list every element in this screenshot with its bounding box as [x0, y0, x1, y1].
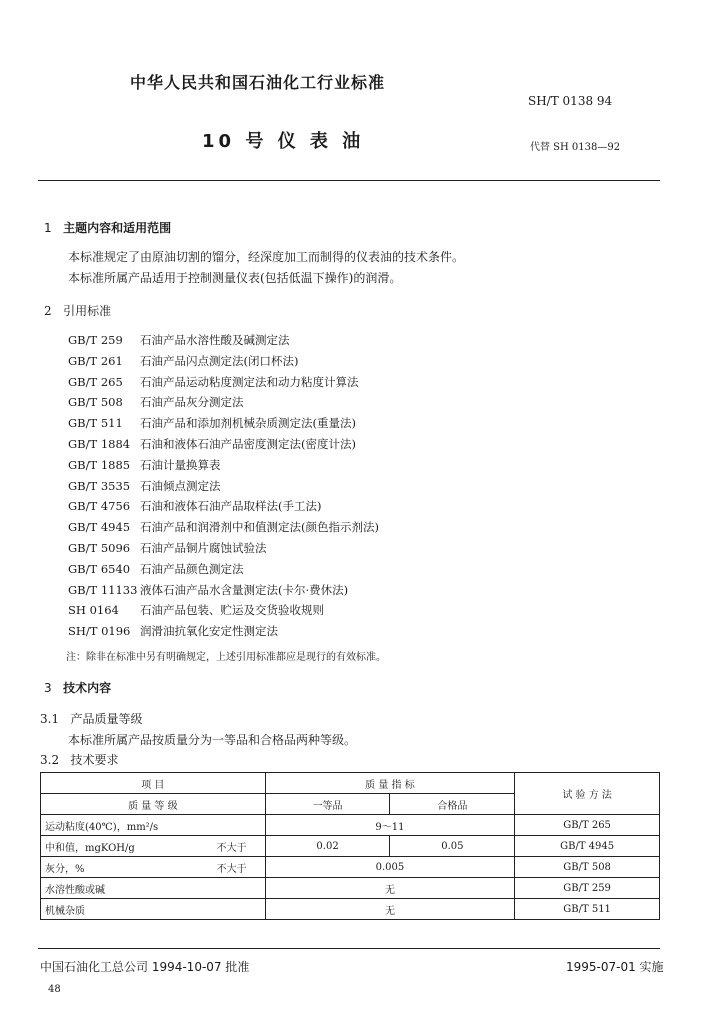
spec-item: 机械杂质: [41, 899, 211, 920]
reference-item: [68, 517, 668, 538]
section-3-heading: [44, 679, 111, 696]
reference-item: [68, 330, 668, 351]
reference-item: [68, 600, 668, 621]
reference-title: 石油产品运动粘度测定法和动力粘度计算法: [140, 374, 359, 389]
section-1-para-2: 本标准所属产品适用于控制测量仪表(包括低温下操作)的润滑。: [68, 271, 402, 285]
subsection-3-1-title: 产品质量等级: [70, 712, 143, 726]
subsection-3-2-heading: [40, 751, 119, 768]
reference-title: 石油产品包装、贮运及交货验收规则: [140, 603, 324, 618]
reference-code: GB/T 508: [68, 395, 123, 410]
reference-item: [68, 496, 668, 517]
reference-title: 石油产品和润滑剂中和值测定法(颜色指示剂法): [140, 520, 379, 535]
reference-code: GB/T 4945: [68, 520, 131, 535]
spec-header-method: 试 验 方 法: [515, 773, 660, 815]
reference-code: GB/T 511: [68, 416, 123, 431]
spec-value: 无: [265, 878, 515, 899]
reference-item: [68, 413, 668, 434]
spec-row: [41, 857, 660, 878]
reference-code: GB/T 3535: [68, 478, 131, 493]
reference-code: SH 0164: [68, 603, 119, 618]
spec-value: 无: [265, 899, 515, 920]
section-3-title: 技术内容: [63, 681, 112, 695]
footer-divider: [38, 948, 660, 949]
reference-item: [68, 580, 668, 601]
reference-code: GB/T 1884: [68, 436, 131, 451]
reference-title: 石油产品和添加剂机械杂质测定法(重量法): [140, 416, 356, 431]
section-2-heading: [44, 302, 111, 319]
reference-note: 注：除非在标准中另有明确规定，上述引用标准都应是现行的有效标准。: [66, 652, 386, 663]
reference-title: 石油产品颜色测定法: [140, 561, 244, 576]
reference-code: SH/T 0196: [68, 624, 131, 639]
reference-title: 石油和液体石油产品取样法(手工法): [140, 499, 322, 514]
subsection-3-2-number: 3.2: [40, 753, 60, 767]
reference-title: 石油产品闪点测定法(闭口杯法): [140, 353, 299, 368]
reference-code: GB/T 11133: [68, 582, 138, 597]
reference-code: GB/T 6540: [68, 561, 131, 576]
spec-row: [41, 815, 660, 836]
section-1-para-1: 本标准规定了由原油切割的馏分，经深度加工而制得的仪表油的技术条件。: [68, 250, 465, 264]
reference-code: GB/T 1885: [68, 457, 131, 472]
document-title: 10 号 仪 表 油: [202, 131, 365, 152]
section-1-heading: [44, 219, 171, 236]
reference-title: 石油产品水溶性酸及碱测定法: [140, 333, 290, 347]
section-1-title: 主题内容和适用范围: [63, 221, 172, 235]
subsection-3-2-title: 技术要求: [70, 753, 119, 767]
spec-header-index: 质 量 指 标: [265, 773, 515, 794]
reference-title: 石油和液体石油产品密度测定法(密度计法): [140, 436, 356, 451]
spec-row: [41, 899, 660, 920]
header-divider: [38, 180, 660, 181]
spec-row: [41, 836, 660, 857]
reference-item: [68, 455, 668, 476]
subsection-3-1-number: 3.1: [40, 712, 60, 726]
section-1-number: 1: [44, 221, 52, 235]
reference-item: [68, 476, 668, 497]
replaces-note: 代替 SH 0138—92: [530, 142, 621, 153]
reference-title: 石油产品铜片腐蚀试验法: [140, 540, 267, 555]
reference-title: 石油产品灰分测定法: [140, 395, 244, 410]
reference-title: 石油倾点测定法: [140, 478, 221, 493]
reference-item: [68, 434, 668, 455]
spec-row: [41, 878, 660, 899]
spec-header-grade: 质 量 等 级: [41, 794, 266, 815]
spec-header-item: 项 目: [41, 773, 266, 794]
reference-list: [68, 330, 668, 642]
spec-item: 中和值，mgKOH/g: [41, 836, 211, 857]
spec-limit: 不大于: [210, 857, 265, 878]
reference-item: [68, 538, 668, 559]
spec-method: GB/T 4945: [515, 836, 660, 857]
spec-item: 运动粘度(40℃)，mm²/s: [41, 815, 211, 836]
reference-item: [68, 392, 668, 413]
spec-item: 水溶性酸或碱: [41, 878, 211, 899]
spec-value-qualified: 0.05: [390, 836, 515, 857]
section-2-number: 2: [44, 304, 52, 318]
subsection-3-1-heading: [40, 710, 143, 727]
spec-value: 0.005: [265, 857, 515, 878]
spec-method: GB/T 511: [515, 899, 660, 920]
spec-limit: 不大于: [210, 836, 265, 857]
spec-limit: [210, 878, 265, 899]
reference-item: [68, 372, 668, 393]
spec-table: [40, 772, 660, 920]
spec-method: GB/T 265: [515, 815, 660, 836]
spec-value-first: 0.02: [265, 836, 390, 857]
implementation-date: 1995-07-01 实施: [566, 960, 664, 974]
reference-title: 液体石油产品水含量测定法(卡尔·费休法): [140, 582, 349, 597]
reference-code: GB/T 259: [68, 333, 123, 347]
reference-code: GB/T 5096: [68, 540, 131, 555]
standard-title: 中华人民共和国石油化工行业标准: [130, 73, 386, 92]
reference-item: [68, 351, 668, 372]
spec-header-qualified: 合格品: [390, 794, 515, 815]
reference-title: 石油计量换算表: [140, 457, 221, 472]
spec-limit: [210, 899, 265, 920]
section-2-title: 引用标准: [63, 304, 112, 318]
spec-limit: [210, 815, 265, 836]
page-number: 48: [48, 984, 61, 995]
reference-code: GB/T 261: [68, 353, 123, 368]
standard-code: SH/T 0138 94: [528, 94, 613, 108]
reference-item: [68, 559, 668, 580]
spec-method: GB/T 508: [515, 857, 660, 878]
spec-method: GB/T 259: [515, 878, 660, 899]
spec-header-row-1: [41, 773, 660, 794]
issuer-approval: 中国石油化工总公司 1994-10-07 批准: [40, 960, 250, 974]
spec-value: 9～11: [265, 815, 515, 836]
spec-header-first: 一等品: [265, 794, 390, 815]
reference-code: GB/T 265: [68, 374, 123, 389]
reference-code: GB/T 4756: [68, 499, 131, 514]
reference-item: [68, 621, 668, 642]
subsection-3-1-text: 本标准所属产品按质量分为一等品和合格品两种等级。: [68, 733, 357, 747]
section-3-number: 3: [44, 681, 52, 695]
reference-title: 润滑油抗氧化安定性测定法: [140, 624, 278, 639]
spec-item: 灰分，%: [41, 857, 211, 878]
